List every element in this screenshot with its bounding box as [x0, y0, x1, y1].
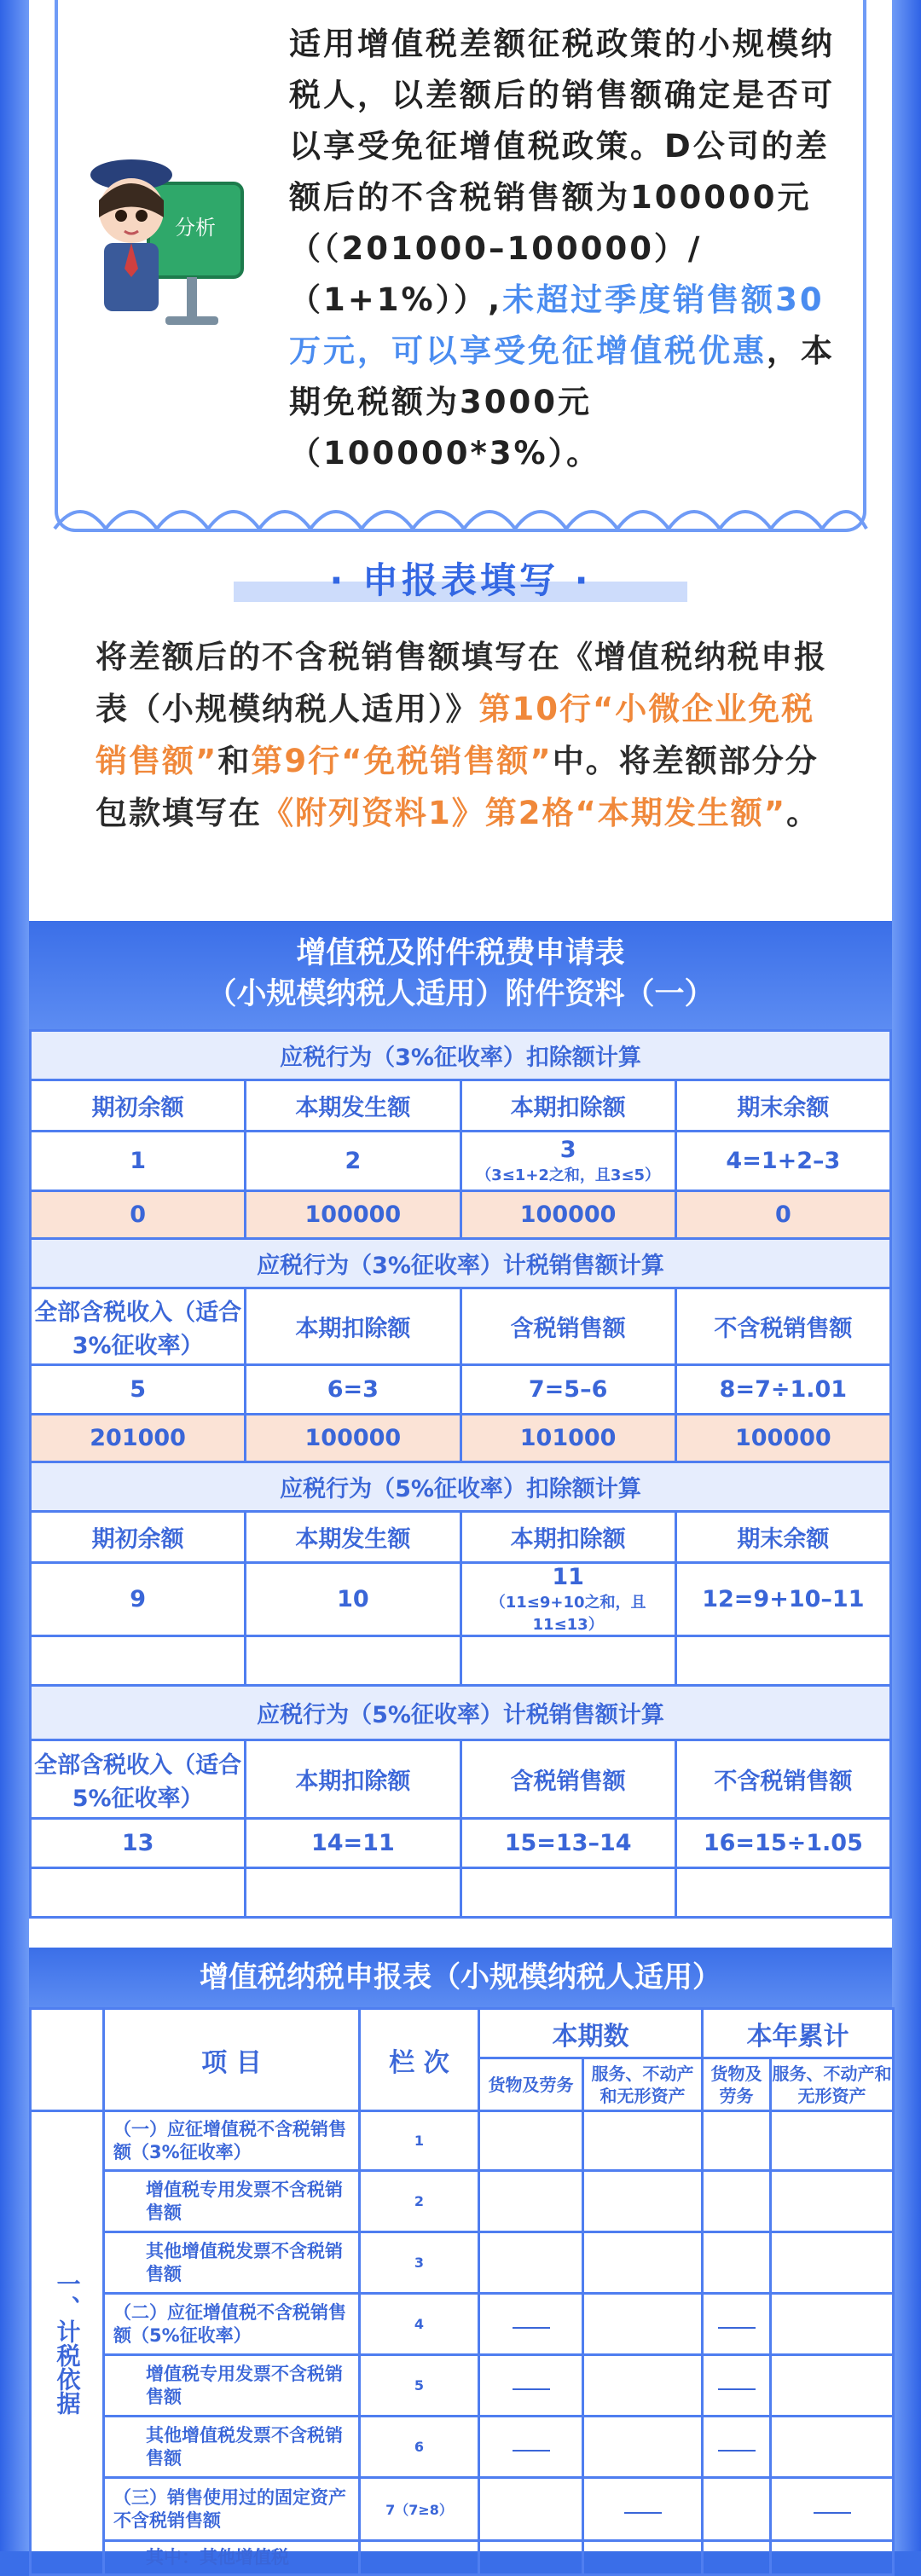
attachment-table-section: [29, 921, 892, 1919]
vat-cell-dash: [583, 2478, 703, 2541]
vat-row-item: 其他增值税发票不含税销售额: [104, 2417, 360, 2478]
sec3-header: 期末余额: [675, 1512, 890, 1563]
vat-cell: [583, 2232, 703, 2294]
sec2-code: 7=5–6: [460, 1365, 675, 1415]
vat-sub-goods: 货物及劳务: [479, 2058, 583, 2111]
analysis-text-1: 适用增值税差额征税政策的小规模纳税人，以差额后的销售额确定是否可以享受免征增值税政策。D公司的差额后的不含税销售额为100000元（（201000–100000）/（1+1%））,: [289, 26, 835, 318]
sec4-code: 13: [31, 1819, 246, 1868]
sec2-code: 8=7÷1.01: [675, 1365, 890, 1415]
vat-cell: [771, 2541, 894, 2575]
sec4-empty-cell: [246, 1868, 460, 1918]
vat-cell-dash: [479, 2294, 583, 2355]
sec2-value: 100000: [675, 1415, 890, 1462]
sec1-value: 0: [31, 1191, 246, 1239]
sec1-code-cell: [460, 1132, 675, 1191]
sec1-header: 本期扣除额: [460, 1080, 675, 1132]
vat-row-line: 1: [360, 2111, 479, 2171]
sec2-header: 不含税销售额: [675, 1288, 890, 1365]
sec1-code-note: （3≤1+2之和，且3≤5）: [476, 1166, 661, 1184]
dash-mark: [624, 2512, 662, 2514]
vat-cell-dash: [703, 2355, 771, 2417]
vat-cell: [771, 2417, 894, 2478]
sec1-code: 2: [246, 1132, 460, 1191]
vat-cell: [771, 2171, 894, 2232]
vat-cell: [703, 2232, 771, 2294]
attachment-title-2: （小规模纳税人适用）附件资料（一）: [206, 977, 715, 1011]
analysis-text-2: ，本期免税额为3000元（100000*3%）。: [289, 333, 835, 472]
desc-p1: 将差额后的不含税销售额填写在《增值税纳税申报表（小规模纳税人适用）》: [96, 639, 827, 727]
vat-row-line: 5: [360, 2355, 479, 2417]
sec3-header: 本期发生额: [246, 1512, 460, 1563]
vat-sub-goods-ytd: 货物及劳务: [703, 2058, 771, 2111]
vat-col-line: 栏 次: [360, 2009, 479, 2111]
vat-cell: [479, 2111, 583, 2171]
vat-cell: [703, 2478, 771, 2541]
content-panel: [29, 0, 892, 2567]
tax-officer-illustration: [80, 149, 251, 337]
vat-row-line: 7（7≥8）: [360, 2478, 479, 2541]
vat-cell: [479, 2541, 583, 2575]
sec3-code: 10: [246, 1563, 460, 1636]
sec2-value: 100000: [246, 1415, 460, 1462]
sec3-code: 12=9+10–11: [675, 1563, 890, 1636]
dash-mark: [718, 2327, 756, 2329]
vat-cell-dash: [703, 2417, 771, 2478]
vat-row-line: 2: [360, 2171, 479, 2232]
sec3-header: 本期扣除额: [460, 1512, 675, 1563]
dash-mark: [513, 2450, 550, 2452]
vat-row-line: 4: [360, 2294, 479, 2355]
vat-cell: [703, 2541, 771, 2575]
vat-row-item: 增值税专用发票不含税销售额: [104, 2171, 360, 2232]
sec4-header: 含税销售额: [460, 1740, 675, 1819]
vat-cell: [583, 2294, 703, 2355]
vat-cell: [703, 2111, 771, 2171]
vat-cell: [479, 2171, 583, 2232]
sec1-header: 期初余额: [31, 1080, 246, 1132]
vat-cell-dash: [479, 2355, 583, 2417]
sec3-code-cell: [460, 1563, 675, 1636]
sec2-value: 201000: [31, 1415, 246, 1462]
attachment-title-1: 增值税及附件税费申请表: [296, 936, 625, 970]
sec3-code: 11: [552, 1564, 584, 1590]
vat-row-item: 增值税专用发票不含税销售额: [104, 2355, 360, 2417]
vat-sub-services-ytd: 服务、不动产和无形资产: [771, 2058, 894, 2111]
vat-cell: [583, 2417, 703, 2478]
sec3-empty-cell: [675, 1636, 890, 1686]
sec2-code: 6=3: [246, 1365, 460, 1415]
vat-row-line: 3: [360, 2232, 479, 2294]
vat-cell: [583, 2171, 703, 2232]
sec4-empty-cell: [460, 1868, 675, 1918]
sec3-empty-cell: [31, 1636, 246, 1686]
vat-return-table: [29, 2007, 895, 2576]
attachment-table-header: [29, 921, 892, 1029]
sec4-header: 全部含税收入（适合5%征收率）: [31, 1740, 246, 1819]
dash-mark: [718, 2450, 756, 2452]
vat-cell-dash: [771, 2478, 894, 2541]
vat-table-title: 增值税纳税申报表（小规模纳税人适用）: [29, 1948, 892, 2007]
sec4-code: 16=15÷1.05: [675, 1819, 890, 1868]
sec3-empty-cell: [460, 1636, 675, 1686]
right-frame: [892, 0, 921, 2551]
section-heading: [29, 553, 892, 612]
sec2-header: 全部含税收入（适合3%征收率）: [31, 1288, 246, 1365]
vat-return-section: [29, 1948, 892, 2576]
analysis-text: [289, 19, 841, 479]
vat-sub-services: 服务、不动产和无形资产: [583, 2058, 703, 2111]
sec4-title: 应税行为（5%征收率）计税销售额计算: [31, 1686, 891, 1740]
dash-mark: [814, 2512, 851, 2514]
vat-col-current: 本期数: [479, 2009, 703, 2058]
sec4-code: 14=11: [246, 1819, 460, 1868]
sec1-value: 100000: [460, 1191, 675, 1239]
analysis-highlight: 未超过季度销售额30万元，可以享受免征增值税优惠: [289, 281, 825, 369]
desc-p7: 。: [786, 795, 820, 831]
vat-cell: [771, 2232, 894, 2294]
section-title: · 申报表填写 ·: [329, 559, 592, 601]
sec4-header: 本期扣除额: [246, 1740, 460, 1819]
vat-cell: [703, 2171, 771, 2232]
sec1-code: 1: [31, 1132, 246, 1191]
vat-row-line: [360, 2541, 479, 2575]
sec3-code-note: （11≤9+10之和，且11≤13）: [489, 1594, 646, 1634]
sec1-value: 0: [675, 1191, 890, 1239]
desc-p5: 中。将差额部分分包款填写在: [96, 743, 819, 831]
vat-col-ytd: 本年累计: [703, 2009, 894, 2058]
desc-p4: 第9行“免税销售额”: [251, 743, 553, 779]
vat-corner-cell: [31, 2009, 104, 2111]
vat-cell: [479, 2478, 583, 2541]
vat-cell: [771, 2355, 894, 2417]
sec2-header: 含税销售额: [460, 1288, 675, 1365]
vat-side-label: 一、计税依据: [31, 2111, 104, 2575]
vat-row-item: （一）应征增值税不含税销售额（3%征收率）: [104, 2111, 360, 2171]
sec2-header: 本期扣除额: [246, 1288, 460, 1365]
dash-mark: [718, 2388, 756, 2390]
sec1-code: 4=1+2–3: [675, 1132, 890, 1191]
vat-cell-dash: [703, 2294, 771, 2355]
left-frame: [0, 0, 29, 2551]
desc-p3: 和: [217, 743, 252, 779]
sec2-value: 101000: [460, 1415, 675, 1462]
vat-row-item: 其他增值税发票不含税销售额: [104, 2232, 360, 2294]
desc-p2: 第10行“小微企业免税销售额”: [96, 691, 815, 779]
vat-cell: [771, 2111, 894, 2171]
vat-row-item: （三）销售使用过的固定资产不含税销售额: [104, 2478, 360, 2541]
desc-p6: 《附列资料1》第2格“本期发生额”: [262, 795, 787, 831]
sec3-title: 应税行为（5%征收率）扣除额计算: [31, 1462, 891, 1512]
scallop-border: [55, 495, 866, 537]
vat-cell-dash: [479, 2417, 583, 2478]
sec1-header: 期末余额: [675, 1080, 890, 1132]
sec4-header: 不含税销售额: [675, 1740, 890, 1819]
vat-cell: [771, 2294, 894, 2355]
sec1-value: 100000: [246, 1191, 460, 1239]
vat-cell: [583, 2355, 703, 2417]
sec4-empty-cell: [31, 1868, 246, 1918]
sec1-code: 3: [559, 1137, 576, 1163]
vat-row-item: （二）应征增值税不含税销售额（5%征收率）: [104, 2294, 360, 2355]
sec1-header: 本期发生额: [246, 1080, 460, 1132]
vat-col-item: 项 目: [104, 2009, 360, 2111]
sec4-empty-cell: [675, 1868, 890, 1918]
vat-cell: [583, 2541, 703, 2575]
dash-mark: [513, 2388, 550, 2390]
vat-row-line: 6: [360, 2417, 479, 2478]
sec3-empty-cell: [246, 1636, 460, 1686]
vat-cell: [479, 2232, 583, 2294]
dash-mark: [513, 2327, 550, 2329]
vat-cell: [583, 2111, 703, 2171]
board-label: 分析: [175, 216, 216, 240]
attachment-table: [29, 1029, 892, 1919]
vat-row-item: 其中：其他增值税: [104, 2541, 360, 2575]
sec2-title: 应税行为（3%征收率）计税销售额计算: [31, 1239, 891, 1288]
sec3-code: 9: [31, 1563, 246, 1636]
sec2-code: 5: [31, 1365, 246, 1415]
sec4-code: 15=13–14: [460, 1819, 675, 1868]
sec1-title: 应税行为（3%征收率）扣除额计算: [31, 1031, 891, 1080]
filing-description: [96, 631, 832, 839]
sec3-header: 期初余额: [31, 1512, 246, 1563]
